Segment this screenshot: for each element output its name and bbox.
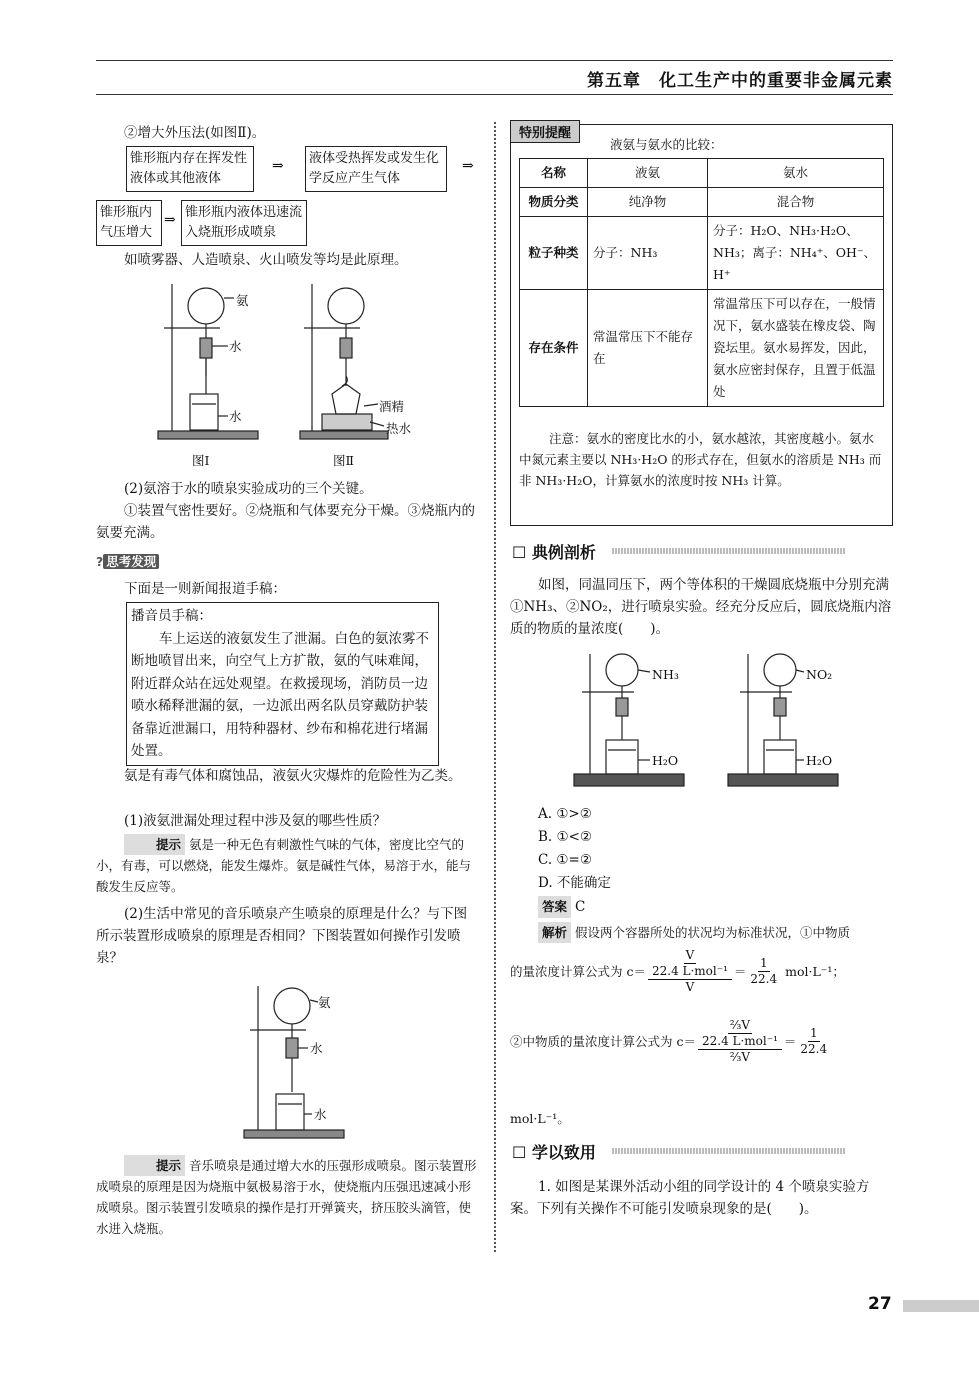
option-c: C. ①=② [538,852,592,868]
table-row [520,188,884,217]
table-cell: 分子：NH₃ [588,217,708,290]
fig1-label-gas: 氨 [236,293,249,308]
item-2: ②增大外压法(如图Ⅱ)。 [124,125,266,141]
table-cell: 物质分类 [520,188,588,217]
fig1-label-water-bottom: 水 [229,409,242,424]
table-head-row [520,159,884,188]
flow-arrow-1: ⇒ [272,158,284,174]
table-cell: 常温常压下可以存在，一般情况下，氨水盛装在橡皮袋、陶瓷坛里。氨水易挥发，因此，氨水应密封保存，且置于低温处 [708,290,884,407]
question-1: (1)液氨泄漏处理过程中涉及氨的哪些性质？ [124,813,387,829]
answer-line [538,896,585,918]
option-a: A. ①>② [538,806,592,822]
header-rule-top [96,60,893,61]
section-icon: ☐ [512,543,527,562]
flow-box-1: 锥形瓶内存在挥发性液体或其他液体 [126,146,254,192]
keys-body: ①装置气密性要好。②烧瓶和气体要充分干燥。③烧瓶内的氨要充满。 [96,503,475,541]
example-text: 如喷雾器、人造喷泉、火山喷发等均是此原理。 [124,252,408,268]
table-cell: 混合物 [708,188,884,217]
special-note-text: 注意：氨水的密度比水的小，氨水越浓，其密度越小。氨水中氮元素主要以 NH₃·H₂O 的形式存在，但氨水的溶质是 NH₃ 而非 NH₃·H₂O，计算氨水的浓度时按 NH₃ 计算。 [519,431,882,488]
header-rule-bottom [96,94,893,95]
label-no2: NO₂ [806,667,833,682]
apply-section-title: ☐ 学以致用 [512,1143,596,1162]
keys-title: (2)氨溶于水的喷泉实验成功的三个关键。 [124,481,373,497]
hint-1: 提示 氨是一种无色有刺激性气味的气体，密度比空气的小，有毒，可以燃烧，能发生爆炸。氨是碱性气体，易溶于水，能与酸发生反应等。 [96,834,480,897]
fig2-label-alcohol: 酒精 [379,399,405,414]
think-heading: ? 思考发现 [96,552,159,570]
news-body: 车上运送的液氨发生了泄漏。白色的氨浓雾不断地喷冒出来，向空气上方扩散，氨的气味难闻，附近群众站在远处观望。在救援现场，消防员一边喷水稀释泄漏的氨，一边派出两名队员穿戴防护装备靠近泄漏口，用特种器材、纱布和棉花进行堵漏处置。 [131,630,429,759]
flow-box-2: 液体受热挥发或发生化学反应产生气体 [305,146,447,192]
fig2-label-hot-water: 热水 [386,421,412,436]
hint-tag: 提示 [124,834,185,855]
flow-box-3: 锥形瓶内气压增大 [96,200,162,246]
example-question: 如图，同温同压下，两个等体积的干燥圆底烧瓶中分别充满①NH₃、②NO₂，进行喷泉实验。经充分反应后，圆底烧瓶内溶质的物质的量浓度( )。 [510,577,892,637]
figure-3-apparatus [240,982,350,1142]
analysis-line: 解析 假设两个容器所处的状况均为标准状况，①中物质 [538,922,850,943]
special-intro: 液氨与氨水的比较： [610,137,723,152]
table-cell: 粒子种类 [520,217,588,290]
special-note-title: 特别提醒 [510,120,580,143]
hint-2: 提示 音乐喷泉是通过增大水的压强形成喷泉。图示装置形成喷泉的原理是因为烧瓶中氨极易溶于水，使烧瓶内压强迅速减小形成喷泉。图示装置引发喷泉的操作是打开弹簧夹，挤压胶头滴管，使水进入烧瓶。 [96,1155,480,1239]
section-rule [612,1148,845,1154]
example-section-title: ☐ 典例剖析 [512,543,596,562]
fig3-label-water-bottom: 水 [314,1107,327,1122]
question-2: (2)生活中常见的音乐喷泉产生喷泉的原理是什么？与下图所示装置形成喷泉的原理是否相同？下图装置如何操作引发喷泉？ [96,906,468,966]
table-header: 液氨 [588,159,708,188]
table-header: 名称 [520,159,588,188]
fig3-label-gas: 氨 [318,995,331,1010]
label-nh3: NH₃ [652,667,679,682]
label-h2o-a: H₂O [652,753,679,768]
after-news: 氨是有毒气体和腐蚀品，液氨火灾爆炸的危险性为乙类。 [124,768,462,784]
formula-2-unit: mol·L⁻¹。 [510,1111,570,1126]
column-divider [494,122,496,1252]
page-number: 27 [868,1294,892,1314]
formula-2: ②中物质的量浓度计算公式为 c＝ $\frac{\frac{\text{⅔V}}{\text{22.4 L·mol⁻¹}}}{\text{⅔V}}$ ＝ $\frac{1}{22.4}$ [510,1018,828,1064]
chapter-title: 第五章 化工生产中的重要非金属元素 [587,71,893,91]
flow-box-4: 锥形瓶内液体迅速流入烧瓶形成喷泉 [181,200,307,246]
figure-1-apparatus [150,276,400,446]
flow-arrow-2: ⇒ [462,158,474,174]
option-b: B. ①<② [538,829,593,845]
flow-arrow-3: ⇒ [164,212,176,228]
fig3-label-water-top: 水 [310,1041,323,1056]
fig2-caption: 图Ⅱ [333,453,354,468]
news-head: 播音员手稿： [131,608,212,624]
comparison-table [519,158,884,407]
footer-bar [903,1300,979,1312]
analysis-tag: 解析 [538,922,571,943]
table-cell: 常温常压下不能存在 [588,290,708,407]
option-d: D. 不能确定 [538,875,611,891]
table-row [520,290,884,407]
answer-value: C [575,899,586,915]
example-figure [570,650,840,820]
section-icon: ☐ [512,1143,527,1162]
answer-tag: 答案 [538,896,571,918]
apply-question: 1. 如图是某课外活动小组的同学设计的 4 个喷泉实验方案。下列有关操作不可能引发喷泉现象的是( )。 [510,1179,870,1217]
formula-1: 的量浓度计算公式为 c＝ $\frac{\frac{V}{\text{22.4 L·mol⁻¹}}}{V}$ ＝ $\frac{1}{22.4}$ mol·L⁻¹； [510,948,845,994]
table-cell: 存在条件 [520,290,588,407]
lightbulb-icon: ? [96,554,104,569]
hint-tag-2: 提示 [124,1155,185,1176]
table-cell: 分子：H₂O、NH₃·H₂O、NH₃；离子：NH₄⁺、OH⁻、H⁺ [708,217,884,290]
section-rule [612,548,845,554]
table-cell: 纯净物 [588,188,708,217]
label-h2o-b: H₂O [806,753,833,768]
fig1-label-water-top: 水 [229,339,242,354]
news-box [126,602,439,766]
table-header: 氨水 [708,159,884,188]
news-intro: 下面是一则新闻报道手稿： [124,581,286,597]
fig1-caption: 图Ⅰ [192,453,210,468]
table-row [520,217,884,290]
